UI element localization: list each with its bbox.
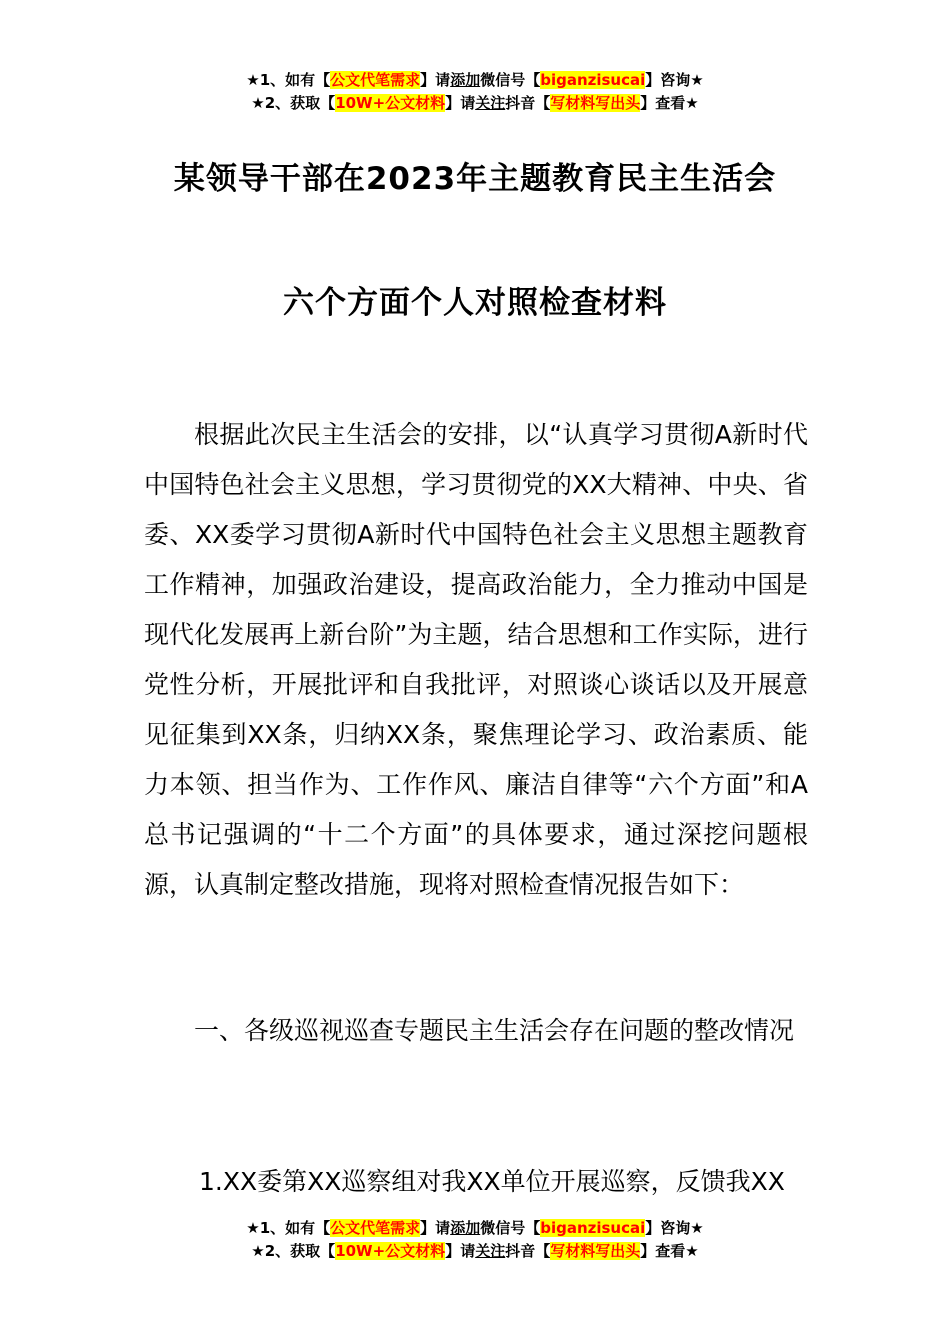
notice-text: 】咨询★ [645,71,704,89]
notice-highlight-douyin: 写材料写出头 [550,1242,641,1260]
notice-highlight-materials: 10W+公文材料 [335,94,446,112]
notice-highlight-wechat-id: biganzisucai [540,71,646,89]
notice-underlined-text: 关注 [475,1242,506,1260]
section-heading: 一、各级巡视巡查专题民主生活会存在问题的整改情况 [194,1016,795,1045]
document-title-line-2: 六个方面个人对照检查材料 [283,285,667,321]
list-item: 1.XX委第XX巡察组对我XX单位开展巡察，反馈我XX [199,1167,785,1196]
notice-text: 微信号【 [480,1219,541,1237]
notice-highlight-wechat-id: biganzisucai [540,1219,646,1237]
notice-underlined-text: 关注 [475,94,506,112]
notice-text: 】请 [420,71,451,89]
notice-line-1 [0,1217,950,1240]
notice-highlight-service: 公文代笔需求 [330,71,421,89]
notice-footer [0,1217,950,1263]
notice-text: ★1、如有【 [246,71,331,89]
notice-underlined-text: 添加 [450,1219,481,1237]
notice-text: 抖音【 [505,94,551,112]
notice-text: 抖音【 [505,1242,551,1260]
notice-line-2 [0,92,950,115]
notice-text: ★2、获取【 [251,94,336,112]
document-title-line-1: 某领导干部在2023年主题教育民主生活会 [173,161,777,197]
notice-highlight-materials: 10W+公文材料 [335,1242,446,1260]
notice-text: 】查看★ [640,1242,699,1260]
notice-text: 】查看★ [640,94,699,112]
notice-text: ★2、获取【 [251,1242,336,1260]
notice-text: 】请 [420,1219,451,1237]
notice-text: 】请 [445,1242,476,1260]
notice-line-2 [0,1240,950,1263]
notice-underlined-text: 添加 [450,71,481,89]
notice-text: 微信号【 [480,71,541,89]
notice-line-1 [0,69,950,92]
intro-paragraph: 根据此次民主生活会的安排，以“认真学习贯彻A新时代中国特色社会主义思想，学习贯彻党的XX大精神、中央、省委、XX委学习贯彻A新时代中国特色社会主义思想主题教育工作精神，加强政治建设，提高政治能力，全力推动中国是现代化发展再上新台阶”为主题，结合思想和工作实际，进行党性分析，开展批评和自我批评，对照谈心谈话以及开展意见征集到XX条，归纳XX条，聚焦理论学习、政治素质、能力本领、担当作为、工作作风、廉洁自律等“六个方面”和A总书记强调的“十二个方面”的具体要求，通过深挖问题根源，认真制定整改措施，现将对照检查情况报告如下： [144,420,808,899]
notice-text: 】请 [445,94,476,112]
notice-text: 】咨询★ [645,1219,704,1237]
notice-highlight-service: 公文代笔需求 [330,1219,421,1237]
notice-text: ★1、如有【 [246,1219,331,1237]
notice-highlight-douyin: 写材料写出头 [550,94,641,112]
notice-header [0,69,950,115]
